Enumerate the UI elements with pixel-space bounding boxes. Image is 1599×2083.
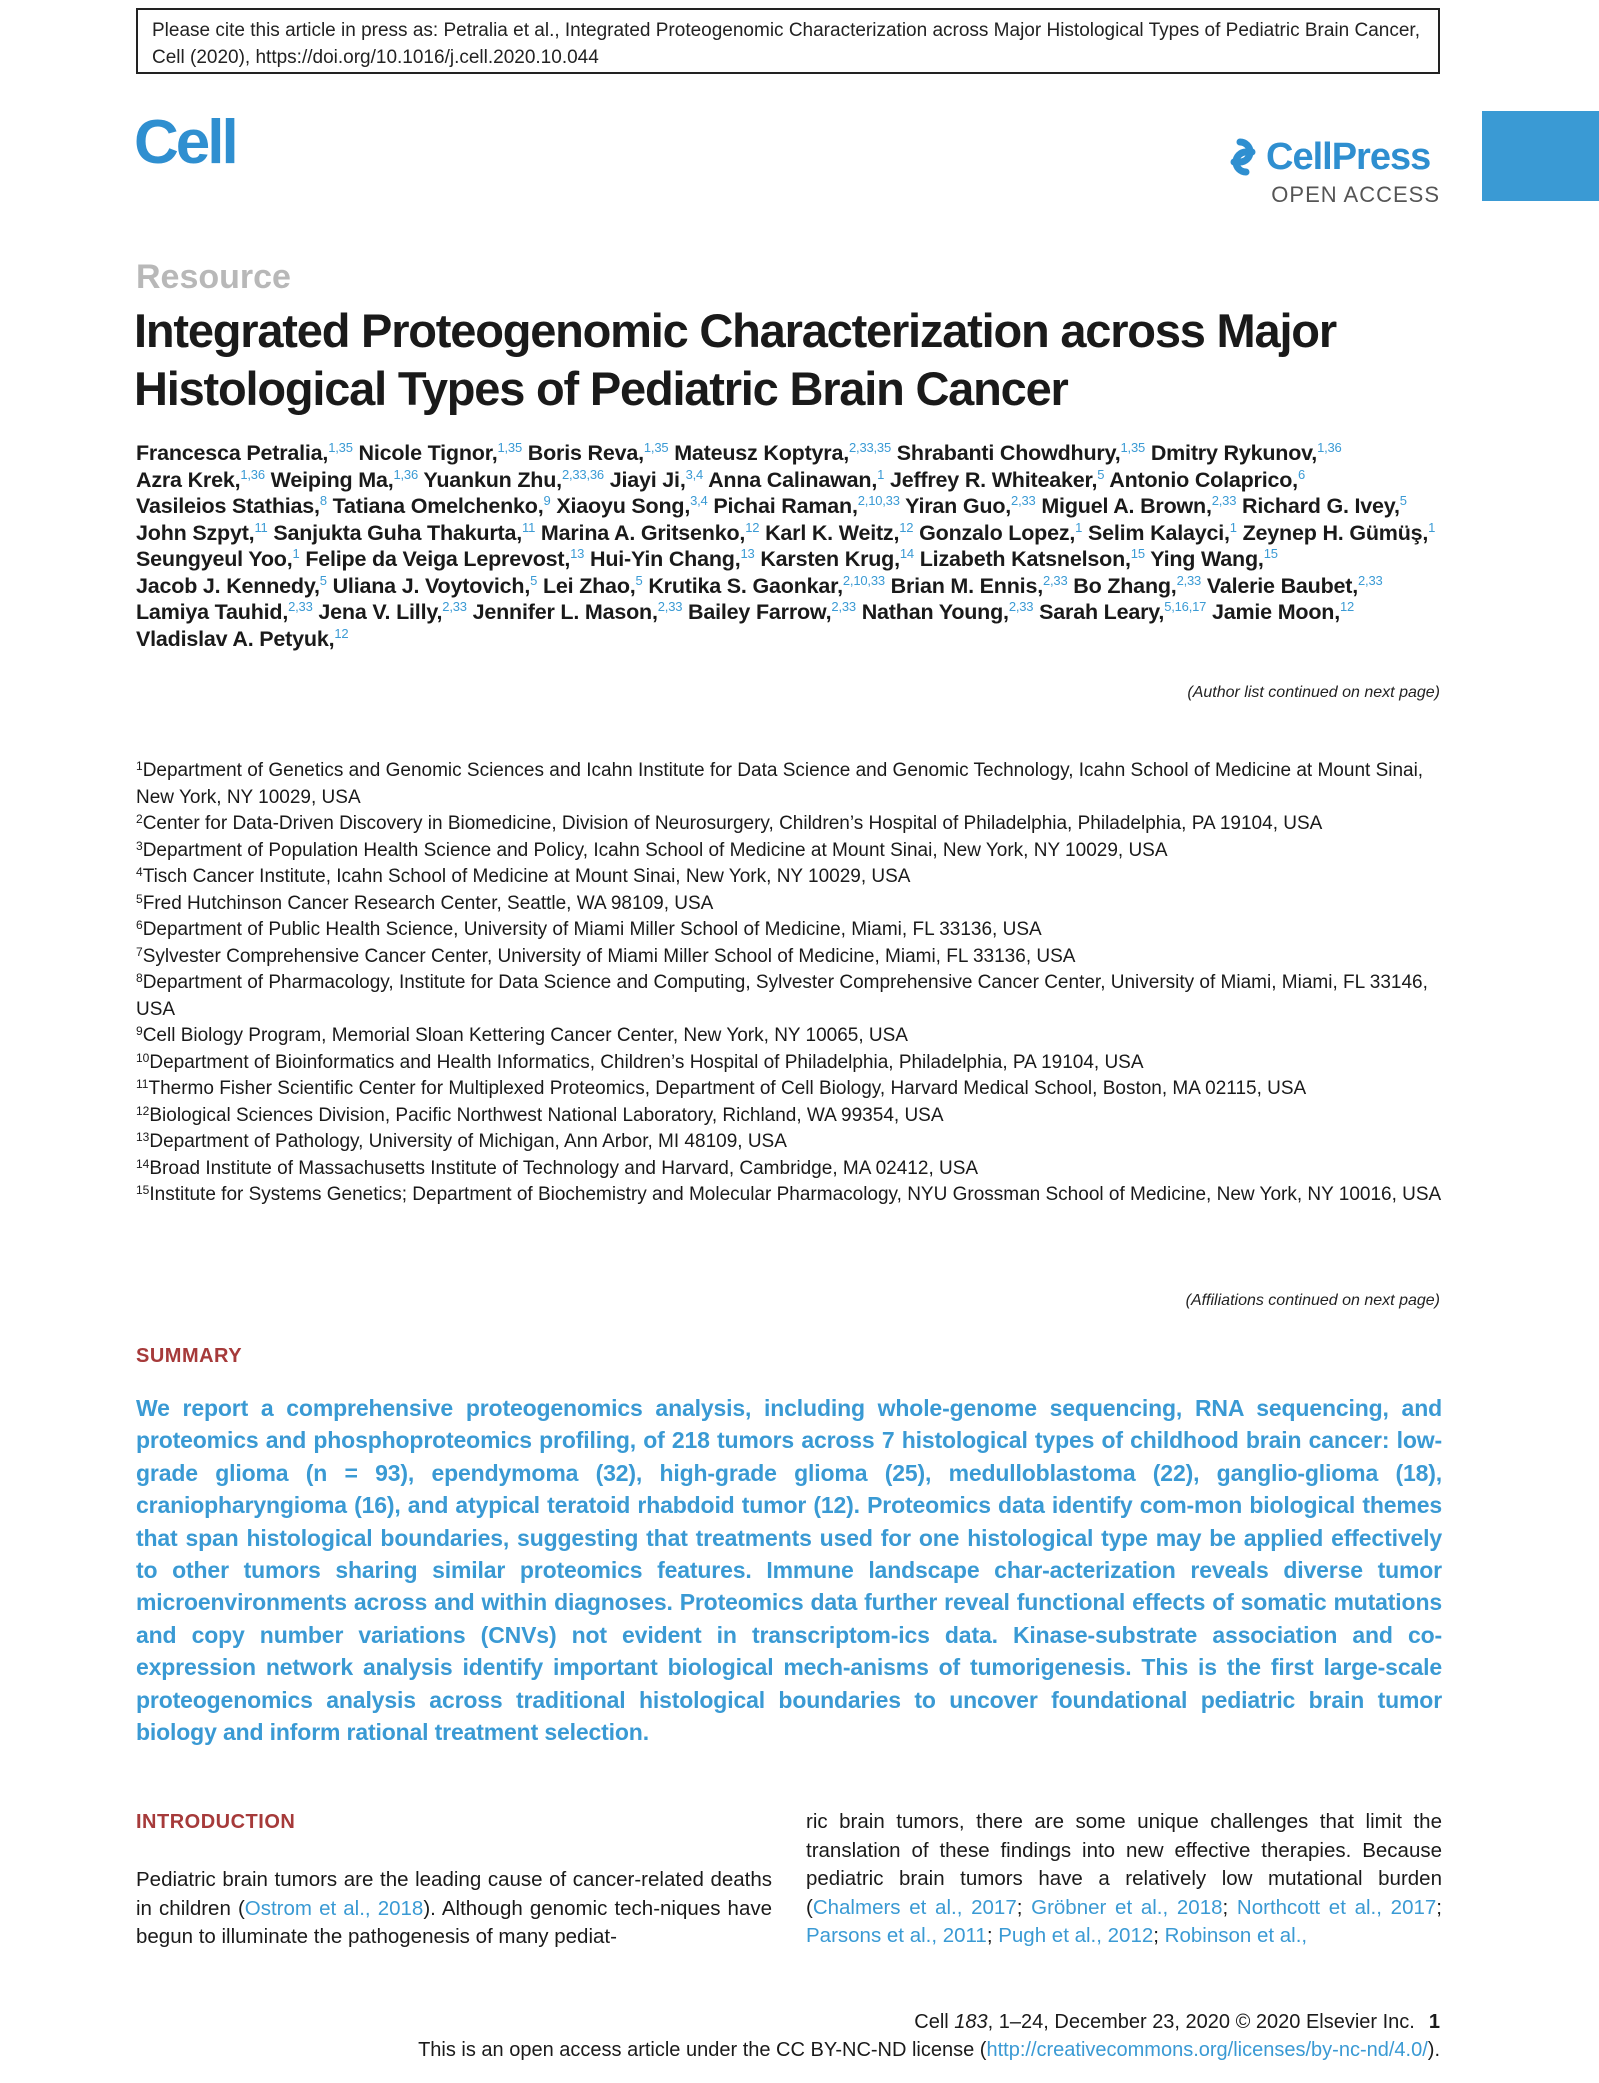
author-label: Richard G. Ivey, <box>1242 494 1400 518</box>
footer-journal: Cell <box>914 2011 955 2033</box>
affiliation-number: 8 <box>136 971 143 985</box>
affiliation-superscript[interactable]: 12 <box>745 519 760 535</box>
affiliation-number: 6 <box>136 918 143 932</box>
author-label: Mateusz Koptyra, <box>674 441 849 465</box>
author-label: Francesca Petralia, <box>136 441 329 465</box>
affiliation-number: 9 <box>136 1024 143 1038</box>
affiliation-superscript[interactable]: 9 <box>543 493 551 508</box>
author-name <box>136 574 327 598</box>
reference-separator: ; <box>986 1924 999 1947</box>
author-label: Nathan Young, <box>861 600 1009 624</box>
author-label: Lizabeth Katsnelson, <box>919 547 1131 571</box>
affiliation-item <box>136 1023 1446 1050</box>
author-name <box>891 574 1068 598</box>
affiliation-item <box>136 970 1446 1023</box>
author-name <box>271 468 418 492</box>
author-name <box>1039 600 1206 624</box>
affiliation-superscript[interactable]: 5 <box>319 572 327 588</box>
affiliation-superscript[interactable]: 14 <box>899 546 914 561</box>
author-label: Vasileios Stathias, <box>136 494 320 518</box>
affiliation-superscript[interactable]: 2,33 <box>657 599 683 614</box>
open-access-tag: OPEN ACCESS <box>1271 182 1440 207</box>
author-continued-note: (Author list continued on next page) <box>1187 684 1440 701</box>
author-name <box>890 468 1104 492</box>
publisher-name: CellPress <box>1266 136 1431 178</box>
affiliation-superscript[interactable]: 1,35 <box>328 440 353 455</box>
author-label: Jeffrey R. Whiteaker, <box>889 467 1098 492</box>
affiliation-superscript[interactable]: 1 <box>1075 519 1083 535</box>
affiliation-number: 14 <box>136 1156 150 1171</box>
affiliation-item <box>136 1050 1446 1077</box>
publisher-logo <box>1220 134 1440 208</box>
reference-separator: ; <box>1222 1895 1237 1919</box>
author-name <box>760 547 914 571</box>
affiliation-text: Broad Institute of Massachusetts Institute of Technology and Harvard, Cambridge, MA 02412, USA <box>149 1157 979 1179</box>
footer-volume: 183 <box>954 2011 988 2033</box>
affiliation-continued-note: (Affiliations continued on next page) <box>1185 1292 1440 1309</box>
author-name <box>541 521 759 545</box>
author-name <box>1088 521 1237 545</box>
author-label: Anna Calinawan, <box>708 467 878 492</box>
summary-heading: SUMMARY <box>136 1345 243 1367</box>
author-name <box>1109 468 1305 492</box>
reference-link[interactable]: Gröbner et al., 2018 <box>1031 1895 1223 1919</box>
author-name <box>136 521 268 545</box>
affiliation-superscript[interactable]: 5 <box>1097 466 1105 482</box>
author-name <box>136 494 327 518</box>
affiliation-superscript[interactable]: 1,35 <box>1120 440 1146 455</box>
affiliation-superscript[interactable]: 2,10,33 <box>857 493 900 508</box>
affiliation-item <box>136 1129 1446 1156</box>
article-type: Resource <box>136 258 291 296</box>
journal-logo: Cell <box>134 108 236 177</box>
author-label: Dmitry Rykunov, <box>1150 441 1318 465</box>
author-name <box>708 468 884 492</box>
reference-separator: ; <box>1436 1895 1442 1919</box>
reference-link[interactable]: Pugh et al., 2012 <box>998 1924 1154 1947</box>
affiliation-text: Department of Bioinformatics and Health Informatics, Children’s Hospital of Philadelphia, Philadelphia, PA 19104, USA <box>149 1051 1144 1073</box>
affiliation-text: Department of Population Health Science and Policy, Icahn School of Medicine at Mount Sinai, New York, NY 10029, USA <box>142 839 1168 861</box>
author-name <box>318 600 466 624</box>
author-name <box>919 521 1082 545</box>
affiliation-superscript[interactable]: 2,10,33 <box>842 572 885 588</box>
affiliation-superscript[interactable]: 2,33,36 <box>561 466 604 482</box>
author-name <box>713 494 899 518</box>
affiliation-number: 10 <box>136 1050 150 1065</box>
affiliation-superscript[interactable]: 1 <box>1428 519 1436 535</box>
author-label: Vladislav A. Petyuk, <box>136 626 335 651</box>
author-label: Zeynep H. Gümüş, <box>1242 520 1429 545</box>
affiliation-superscript[interactable]: 2,33 <box>288 599 313 614</box>
footer-citation <box>914 2011 1440 2034</box>
affiliation-text: Thermo Fisher Scientific Center for Multiplexed Proteomics, Department of Cell Biology, Harvard Medical School, Boston, MA 02115, USA <box>148 1078 1307 1099</box>
section-tab <box>1482 111 1599 201</box>
reference-link[interactable]: Chalmers et al., 2017 <box>812 1895 1017 1919</box>
author-name <box>862 600 1034 624</box>
footer-license <box>418 2039 1440 2062</box>
author-label: Yuankun Zhu, <box>423 467 562 492</box>
author-label: Ying Wang, <box>1150 547 1264 571</box>
affiliation-number: 13 <box>136 1130 150 1144</box>
intro-right-column <box>806 1808 1442 1951</box>
license-text: This is an open access article under the CC BY-NC-ND license ( <box>418 2039 987 2061</box>
author-label: Xiaoyu Song, <box>556 494 691 518</box>
author-name <box>1242 494 1407 518</box>
affiliation-item <box>136 891 1446 918</box>
author-label: Weiping Ma, <box>270 467 394 492</box>
author-name <box>590 547 755 571</box>
author-label: Brian M. Ennis, <box>890 573 1043 598</box>
footer-details: , 1–24, December 23, 2020 © 2020 Elsevier Inc. <box>987 2011 1415 2033</box>
author-name <box>333 574 538 598</box>
affiliation-number: 12 <box>136 1103 150 1118</box>
author-label: Boris Reva, <box>527 441 644 465</box>
author-label: Valerie Baubet, <box>1206 573 1359 598</box>
affiliation-item <box>136 1076 1446 1103</box>
author-name <box>273 521 535 545</box>
affiliation-superscript[interactable]: 1 <box>292 546 300 561</box>
affiliation-item <box>136 917 1446 944</box>
introduction-heading: INTRODUCTION <box>136 1811 296 1833</box>
author-label: Felipe da Veiga Leprevost, <box>305 547 571 571</box>
summary-text: We report a comprehensive proteogenomics analysis, including whole-genome sequencing, RNA sequencing, and proteomics and phosphoproteomics profiling, of 218 tumors across 7 histological types of childhood brain cancer: low-grade glioma (n = 93), ependymoma (32), high-grade glioma (25), medulloblastoma (22), ganglio-glioma (18), craniopharyngioma (16), and atypical teratoid rhabdoid tumor (12). Proteomics data identify com-mon biological themes that span histological boundaries, suggesting that treatments used for one histological type may be applied effectively to other tumors sharing similar proteomics features. Immune landscape char-acterization reveals diverse tumor microenvironments across and within diagnoses. Proteomics data further reveal functional effects of somatic mutations and copy number variations (CNVs) not evident in transcriptom-ics data. Kinase-substrate association and co-expression network analysis identify important biological mech-anisms of tumorigenesis. This is the first large-scale proteogenomics analysis across traditional histological boundaries to uncover foundational pediatric brain tumor biology and inform rational treatment selection. <box>136 1395 1442 1746</box>
affiliation-list <box>136 758 1446 1209</box>
author-label: Gonzalo Lopez, <box>919 520 1076 545</box>
author-name <box>1243 521 1436 545</box>
author-name <box>765 521 913 545</box>
affiliation-item <box>136 1156 1446 1183</box>
affiliation-superscript[interactable]: 6 <box>1297 466 1305 482</box>
author-label: Tatiana Omelchenko, <box>332 494 544 518</box>
author-name <box>1041 494 1236 518</box>
author-label: Nicole Tignor, <box>358 441 498 465</box>
affiliation-superscript[interactable]: 1,35 <box>643 440 669 455</box>
affiliation-item <box>136 864 1446 891</box>
affiliation-item <box>136 1182 1446 1209</box>
affiliation-superscript[interactable]: 11 <box>522 519 536 535</box>
affiliation-text: Biological Sciences Division, Pacific Northwest National Laboratory, Richland, WA 99354, USA <box>149 1104 944 1126</box>
author-name <box>688 600 856 624</box>
author-name <box>543 574 643 598</box>
author-label: Jamie Moon, <box>1211 600 1340 624</box>
author-name <box>333 494 551 518</box>
author-label: Yiran Guo, <box>905 494 1012 518</box>
affiliation-superscript[interactable]: 1 <box>877 466 885 482</box>
author-name <box>305 547 584 571</box>
affiliation-superscript[interactable]: 12 <box>899 519 914 535</box>
author-label: Lamiya Tauhid, <box>136 600 289 624</box>
affiliation-text: Department of Public Health Science, University of Miami Miller School of Medicine, Miami, FL 33136, USA <box>142 919 1042 940</box>
affiliation-text: Sylvester Comprehensive Cancer Center, University of Miami Miller School of Medicine, Miami, FL 33136, USA <box>142 945 1076 967</box>
author-label: Jena V. Lilly, <box>318 600 443 624</box>
affiliation-superscript[interactable]: 2,33 <box>1042 572 1068 588</box>
author-label: Miguel A. Brown, <box>1041 494 1212 518</box>
intro-text: Pediatric brain tumors are the leading cause of cancer-related deaths in children ( <box>136 1868 772 1920</box>
affiliation-item <box>136 1103 1446 1130</box>
author-label: Jiayi Ji, <box>609 467 686 492</box>
affiliation-number: 15 <box>136 1183 150 1197</box>
author-name <box>136 600 313 624</box>
author-name <box>423 468 604 492</box>
affiliation-superscript[interactable]: 2,33 <box>1176 572 1202 588</box>
author-name <box>674 441 891 465</box>
author-list <box>136 440 1446 652</box>
affiliation-superscript[interactable]: 1,36 <box>393 466 418 482</box>
affiliation-superscript[interactable]: 5 <box>1399 493 1407 508</box>
affiliation-text: Cell Biology Program, Memorial Sloan Kettering Cancer Center, New York, NY 10065, USA <box>142 1025 908 1046</box>
affiliation-superscript[interactable]: 13 <box>740 546 755 561</box>
affiliation-superscript[interactable]: 12 <box>334 625 349 641</box>
reference-link[interactable]: Robinson et al., <box>1164 1924 1308 1947</box>
reference-separator: ; <box>1016 1895 1032 1919</box>
affiliation-superscript[interactable]: 12 <box>1340 599 1355 614</box>
page-number: 1 <box>1428 2011 1440 2033</box>
affiliation-superscript[interactable]: 2,33 <box>831 599 856 614</box>
intro-left-column <box>136 1866 772 1952</box>
affiliation-superscript[interactable]: 2,33 <box>1358 572 1383 588</box>
affiliation-number: 2 <box>136 812 143 826</box>
author-label: Sarah Leary, <box>1039 600 1165 624</box>
affiliation-superscript[interactable]: 5,16,17 <box>1164 599 1207 614</box>
author-name <box>1212 600 1354 624</box>
author-label: Karsten Krug, <box>760 547 900 571</box>
affiliation-item <box>136 758 1446 811</box>
citation-box: Please cite this article in press as: Petralia et al., Integrated Proteogenomic Characterization across Major Histological Types of Pediatric Brain Cancer, Cell (2020), https://doi.org/10.1016/j.cell.2020.10.044 <box>136 8 1440 74</box>
author-label: Krutika S. Gaonkar, <box>648 573 843 598</box>
affiliation-text: Tisch Cancer Institute, Icahn School of Medicine at Mount Sinai, New York, NY 10029, USA <box>142 866 911 887</box>
affiliation-superscript[interactable]: 3,4 <box>690 493 708 508</box>
affiliation-superscript[interactable]: 1 <box>1229 519 1237 535</box>
author-label: Lei Zhao, <box>542 573 636 598</box>
affiliation-text: Fred Hutchinson Cancer Research Center, Seattle, WA 98109, USA <box>142 892 714 914</box>
author-label: Pichai Raman, <box>713 494 858 518</box>
affiliation-number: 7 <box>136 944 143 959</box>
reference-separator: ; <box>1153 1924 1165 1947</box>
author-name <box>136 441 353 465</box>
author-label: Hui-Yin Chang, <box>590 547 741 571</box>
affiliation-number: 11 <box>136 1077 149 1091</box>
author-name <box>136 468 265 492</box>
author-name <box>1207 574 1383 598</box>
affiliation-item <box>136 811 1446 838</box>
affiliation-superscript[interactable]: 2,33,35 <box>849 440 891 455</box>
author-name <box>528 441 669 465</box>
reference-link[interactable]: Parsons et al., 2011 <box>806 1924 987 1947</box>
author-name <box>359 441 522 465</box>
affiliation-item <box>136 838 1446 865</box>
author-label: Antonio Colaprico, <box>1109 467 1298 492</box>
author-name <box>1151 441 1342 465</box>
intro-text: ). Although genomic tech-niques have begun to illuminate the pathogenesis of many pediat- <box>136 1896 772 1948</box>
author-name <box>905 494 1035 518</box>
author-label: Jennifer L. Mason, <box>472 600 658 624</box>
affiliation-number: 3 <box>136 838 143 853</box>
author-label: Uliana J. Voytovich, <box>332 573 531 598</box>
affiliation-number: 1 <box>136 759 143 773</box>
affiliation-superscript[interactable]: 15 <box>1130 546 1145 561</box>
license-text-end: ). <box>1427 2039 1440 2061</box>
author-name <box>648 574 885 598</box>
affiliation-text: Center for Data-Driven Discovery in Biomedicine, Division of Neurosurgery, Children’s Hospital of Philadelphia, Philadelphia, PA 19104, USA <box>142 813 1323 834</box>
affiliation-superscript[interactable]: 2,33 <box>442 599 467 614</box>
affiliation-superscript[interactable]: 1,36 <box>240 466 265 482</box>
affiliation-number: 4 <box>136 865 143 879</box>
author-name <box>556 494 707 518</box>
author-name <box>136 547 300 571</box>
author-label: Sanjukta Guha Thakurta, <box>273 520 523 545</box>
author-label: Marina A. Gritsenko, <box>540 520 746 545</box>
affiliation-superscript[interactable]: 11 <box>254 519 268 535</box>
author-label: Bailey Farrow, <box>688 600 832 624</box>
license-link[interactable]: http://creativecommons.org/licenses/by-nc-nd/4.0/ <box>986 2039 1428 2061</box>
reference-link[interactable]: Ostrom et al., 2018 <box>244 1896 424 1920</box>
author-name <box>473 600 683 624</box>
author-label: Seungyeul Yoo, <box>136 547 293 571</box>
author-name <box>1150 547 1278 571</box>
author-label: Bo Zhang, <box>1073 573 1177 598</box>
affiliation-superscript[interactable]: 15 <box>1263 546 1278 561</box>
affiliation-text: Department of Pharmacology, Institute for Data Science and Computing, Sylvester Comprehensive Cancer Center, University of Miami, Miami, FL 33146, USA <box>136 972 1428 1020</box>
author-label: Shrabanti Chowdhury, <box>896 441 1121 465</box>
affiliation-superscript[interactable]: 1,35 <box>497 440 522 455</box>
reference-link[interactable]: Northcott et al., 2017 <box>1236 1895 1437 1919</box>
article-title: Integrated Proteogenomic Characterization across Major Histological Types of Pediatric Brain Cancer <box>134 304 1336 415</box>
affiliation-superscript[interactable]: 5 <box>530 572 538 588</box>
affiliation-superscript[interactable]: 2,33 <box>1211 493 1237 508</box>
author-label: Selim Kalayci, <box>1087 520 1230 545</box>
affiliation-superscript[interactable]: 8 <box>319 493 327 508</box>
affiliation-text: Institute for Systems Genetics; Department of Biochemistry and Molecular Pharmacology, NYU Grossman School of Medicine, New York, NY 10016, USA <box>149 1184 1442 1205</box>
author-name <box>897 441 1145 465</box>
affiliation-superscript[interactable]: 2,33 <box>1008 599 1034 614</box>
author-label: Azra Krek, <box>136 467 241 492</box>
affiliation-superscript[interactable]: 13 <box>570 546 585 561</box>
affiliation-superscript[interactable]: 5 <box>635 572 643 588</box>
intro-text: ric brain tumors, there are some unique challenges that limit the translation of these findings into new effective therapies. Because pediatric brain tumors have a relatively low mutational burden ( <box>806 1810 1442 1919</box>
author-label: John Szpyt, <box>136 520 255 545</box>
affiliation-text: Department of Genetics and Genomic Sciences and Icahn Institute for Data Science and Genomic Technology, Icahn School of Medicine at Mount Sinai, New York, NY 10029, USA <box>136 760 1424 808</box>
cellpress-mark-icon <box>1220 134 1266 180</box>
author-name <box>1073 574 1201 598</box>
author-label: Jacob J. Kennedy, <box>136 573 320 598</box>
affiliation-superscript[interactable]: 2,33 <box>1011 493 1036 508</box>
author-name <box>920 547 1145 571</box>
affiliation-item <box>136 944 1446 971</box>
affiliation-superscript[interactable]: 3,4 <box>685 466 704 482</box>
affiliation-superscript[interactable]: 1,36 <box>1317 440 1342 455</box>
author-name <box>610 468 703 492</box>
affiliation-text: Department of Pathology, University of Michigan, Ann Arbor, MI 48109, USA <box>149 1131 787 1152</box>
author-label: Karl K. Weitz, <box>765 520 900 545</box>
author-name <box>136 627 348 651</box>
affiliation-number: 5 <box>136 891 143 906</box>
